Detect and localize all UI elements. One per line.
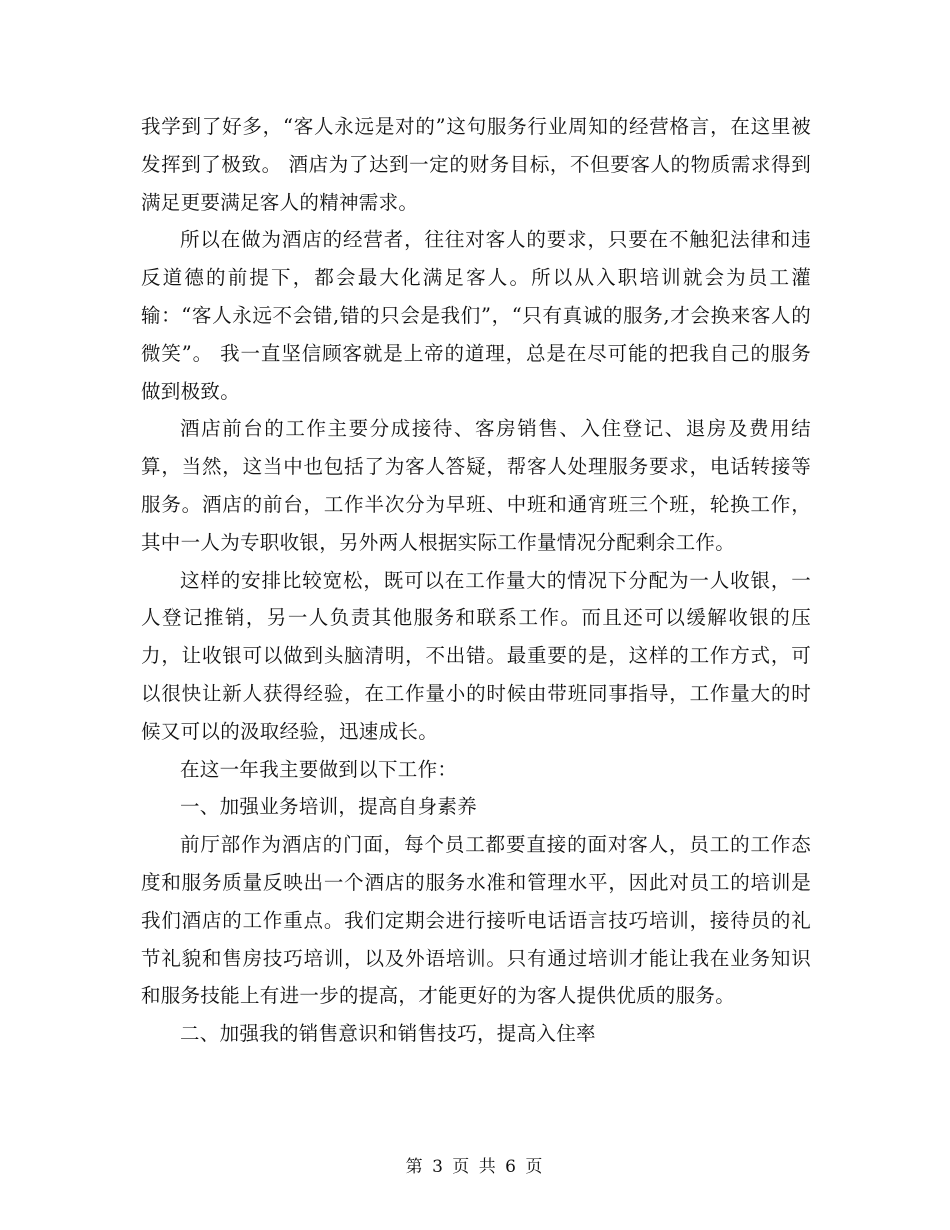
paragraph: 在这一年我主要做到以下工作： (180, 757, 458, 781)
paragraph: 我学到了好多，“客人永远是对的”这句服务行业周知的经营格言，在这里被发挥到了极致。 酒店为了达到一定的财务目标，不但要客人的物质需求得到满足更要满足客人的精神需求。 (141, 115, 811, 214)
section-heading: 二、加强我的销售意识和销售技巧，提高入住率 (180, 1022, 596, 1046)
document-body (141, 108, 811, 1053)
paragraph: 前厅部作为酒店的门面，每个员工都要直接的面对客人，员工的工作态度和服务质量反映出一个酒店的服务水准和管理水平，因此对员工的培训是我们酒店的工作重点。我们定期会进行接听电话语言技巧培训，接待员的礼节礼貌和售房技巧培训，以及外语培训。只有通过培训才能让我在业务知识和服务技能上有进一步的提高，才能更好的为客人提供优质的服务。 (141, 833, 811, 1008)
page-number-footer: 第 3 页 共 6 页 (405, 1157, 545, 1177)
section-heading: 一、加强业务培训，提高自身素养 (180, 795, 478, 819)
paragraph: 酒店前台的工作主要分成接待、客房销售、入住登记、退房及费用结算，当然，这当中也包括了为客人答疑，帮客人处理服务要求，电话转接等服务。酒店的前台，工作半次分为早班、中班和通宵班三个班，轮换工作，其中一人为专职收银，另外两人根据实际工作量情况分配剩余工作。 (141, 417, 811, 554)
paragraph: 这样的安排比较宽松，既可以在工作量大的情况下分配为一人收银，一人登记推销，另一人负责其他服务和联系工作。而且还可以缓解收银的压力，让收银可以做到头脑清明，不出错。最重要的是，这样的工作方式，可以很快让新人获得经验，在工作量小的时候由带班同事指导，工作量大的时候又可以的汲取经验，迅速成长。 (141, 568, 811, 743)
paragraph: 所以在做为酒店的经营者，往往对客人的要求，只要在不触犯法律和违反道德的前提下，都会最大化满足客人。所以从入职培训就会为员工灌输：“客人永远不会错,错的只会是我们”，“只有真诚的服务,才会换来客人的微笑”。 我一直坚信顾客就是上帝的道理，总是在尽可能的把我自己的服务做到极致。 (141, 228, 811, 403)
